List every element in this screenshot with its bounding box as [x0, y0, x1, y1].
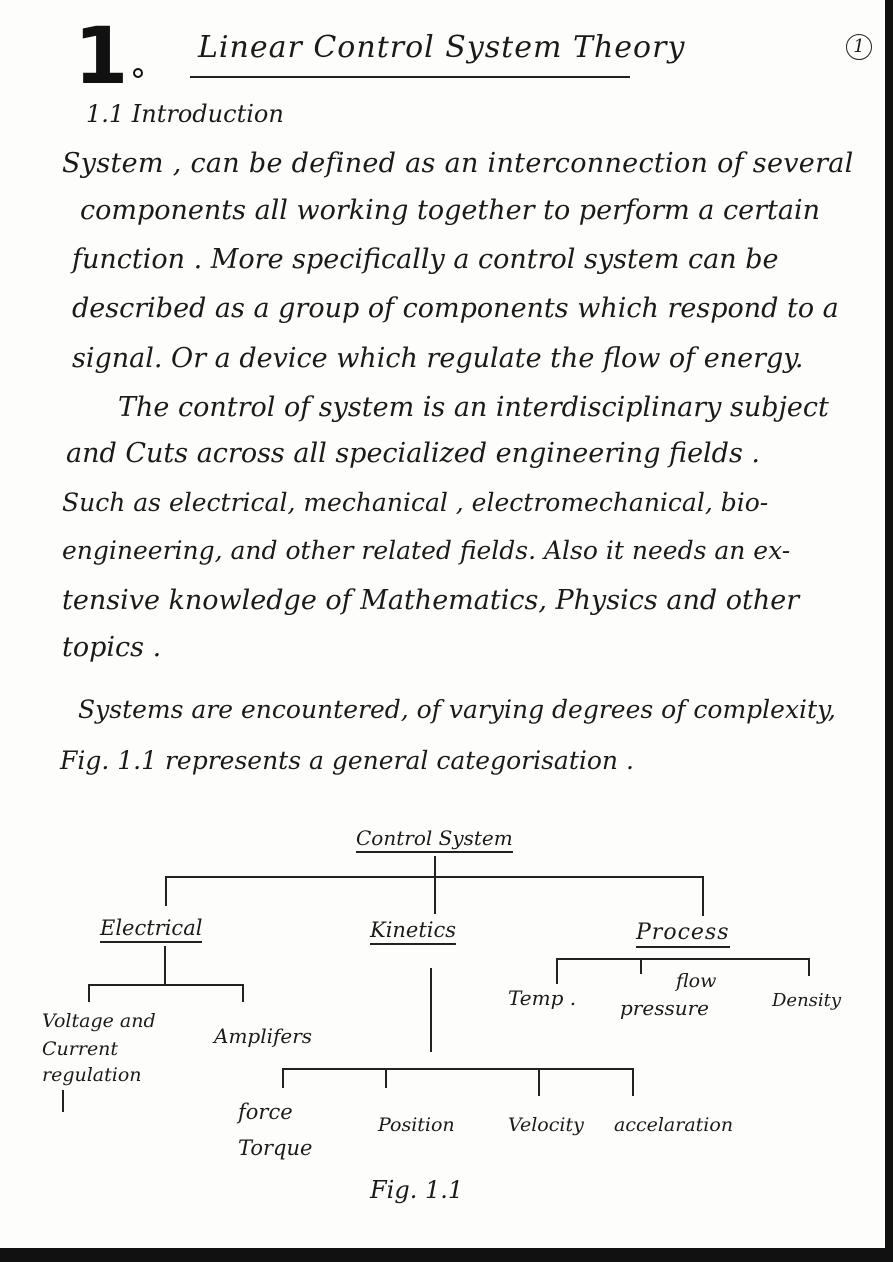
voltage-label: Voltage and — [42, 1010, 156, 1032]
body-line-10: tensive knowledge of Mathematics, Physics and other — [62, 585, 800, 616]
process-drop-3 — [808, 958, 810, 976]
electrical-right-drop — [242, 984, 244, 1002]
section-heading: 1.1 Introduction — [86, 100, 284, 128]
electrical-drop — [165, 876, 167, 906]
kinetics-drop-2 — [385, 1068, 387, 1088]
kinetics-stem — [430, 968, 432, 1052]
body-line-13: Fig. 1.1 represents a general categorisation . — [60, 746, 634, 775]
body-line-2: components all working together to perform a certain — [80, 195, 820, 226]
regulation-label: regulation — [42, 1064, 142, 1086]
chapter-title: Linear Control System Theory — [198, 30, 686, 65]
body-line-6: The control of system is an interdisciplinary subject — [118, 392, 829, 423]
body-line-4: described as a group of components which respond to a — [72, 293, 839, 324]
torque-label: Torque — [238, 1136, 313, 1160]
process-drop-1 — [556, 958, 558, 984]
temp-label: Temp . — [508, 986, 577, 1010]
regulation-tick — [62, 1090, 64, 1112]
electrical-stem — [164, 946, 166, 984]
force-label: force — [238, 1100, 293, 1124]
process-drop-2 — [640, 958, 642, 974]
scan-edge-right — [885, 0, 893, 1262]
diagram-root: Control System — [356, 826, 513, 853]
body-line-12: Systems are encountered, of varying degrees of complexity, — [78, 695, 836, 724]
chapter-bullet — [133, 68, 143, 78]
body-line-1: System , can be defined as an interconnection of several — [62, 148, 854, 179]
kinetics-bar — [282, 1068, 634, 1070]
figure-caption: Fig. 1.1 — [370, 1176, 464, 1204]
process-bar — [556, 958, 810, 960]
flow-label: flow — [676, 970, 717, 992]
page-number: 1 — [846, 34, 872, 60]
body-line-3: function . More specifically a control system can be — [72, 244, 779, 275]
process-drop — [702, 876, 704, 916]
title-underline — [190, 76, 630, 78]
kinetics-drop-3 — [538, 1068, 540, 1096]
kinetics-drop-1 — [282, 1068, 284, 1088]
kinetics-drop-4 — [632, 1068, 634, 1096]
velocity-label: Velocity — [508, 1114, 584, 1136]
chapter-number: 1 — [74, 22, 136, 92]
pressure-label: pressure — [620, 996, 710, 1020]
electrical-label: Electrical — [100, 916, 202, 943]
density-label: Density — [772, 990, 842, 1011]
electrical-left-drop — [88, 984, 90, 1002]
root-stem — [434, 856, 436, 878]
body-line-11: topics . — [62, 632, 162, 663]
amplifiers-label: Amplifers — [214, 1024, 313, 1048]
current-label: Current — [42, 1038, 119, 1060]
body-line-7: and Cuts across all specialized engineering fields . — [66, 438, 760, 469]
position-label: Position — [378, 1114, 455, 1136]
kinetics-drop — [434, 876, 436, 914]
kinetics-label: Kinetics — [370, 918, 456, 945]
acceleration-label: accelaration — [614, 1114, 734, 1136]
body-line-5: signal. Or a device which regulate the flow of energy. — [72, 343, 804, 374]
scan-edge-bottom — [0, 1248, 893, 1262]
body-line-9: engineering, and other related fields. Also it needs an ex- — [62, 536, 791, 565]
body-line-8: Such as electrical, mechanical , electromechanical, bio- — [62, 488, 769, 517]
process-label: Process — [636, 920, 730, 948]
electrical-bar — [88, 984, 244, 986]
